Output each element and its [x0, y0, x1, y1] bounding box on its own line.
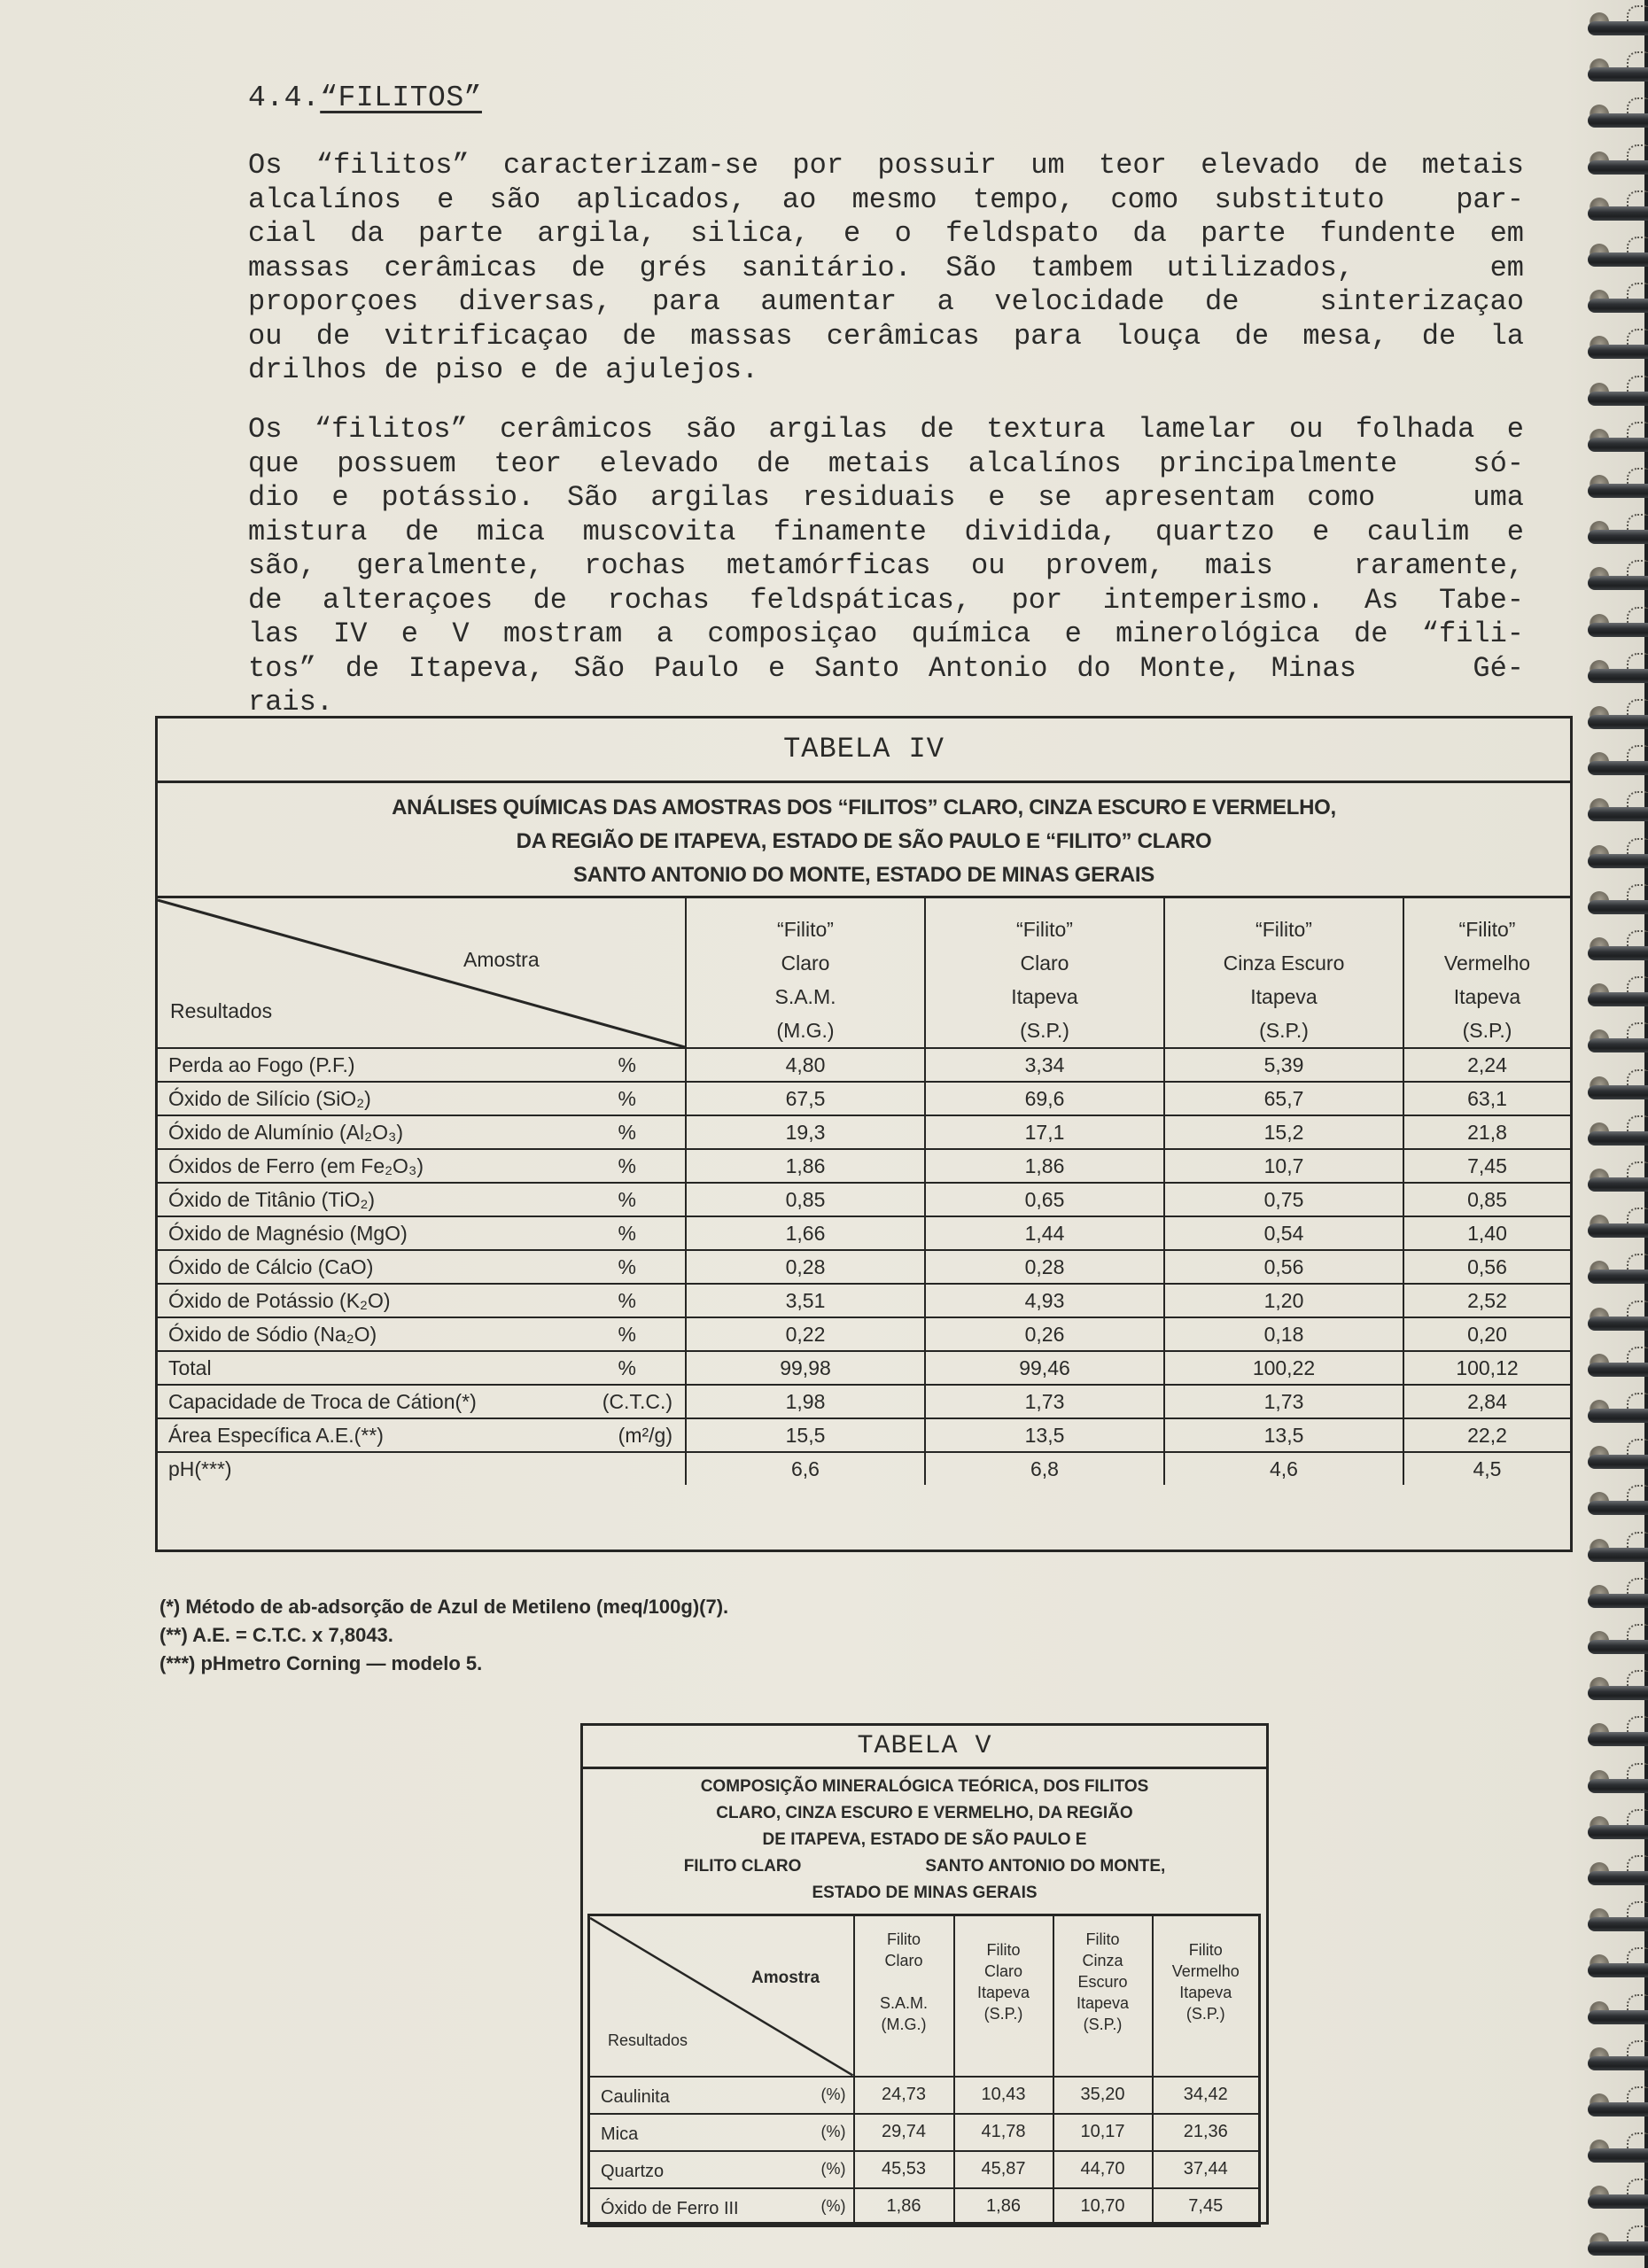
spiral-loop [1588, 1907, 1648, 1942]
table-title: TABELA IV [158, 718, 1570, 783]
text-line: massas cerâmicas de grés sanitário. São tambem utilizados, em [248, 251, 1524, 284]
text-line: que possuem teor elevado de metais alcalínos principalmente só- [248, 447, 1524, 480]
spiral-loop [1588, 2231, 1648, 2266]
cell-value: 0,28 [925, 1250, 1164, 1284]
cell-value: 1,40 [1403, 1216, 1570, 1250]
cell-value: 3,51 [686, 1284, 925, 1317]
spiral-loop [1588, 1167, 1648, 1202]
column-header: Filito Cinza Escuro Itapeva (S.P.) [1053, 1915, 1153, 2077]
row-label: Óxido de Magnésio (MgO) [158, 1216, 565, 1250]
row-label: Óxido de Titânio (TiO₂) [158, 1183, 565, 1216]
column-header: Filito Claro Itapeva (S.P.) [954, 1915, 1053, 2077]
spiral-loop [1588, 1398, 1648, 1433]
cell-value: 4,80 [686, 1048, 925, 1082]
row-unit: (C.T.C.) [565, 1385, 686, 1418]
table-row [589, 2188, 1260, 2226]
spiral-loop [1588, 2000, 1648, 2035]
subtitle-line: SANTO ANTONIO DO MONTE, ESTADO DE MINAS GERAIS [572, 863, 1155, 887]
cell-value: 1,73 [925, 1385, 1164, 1418]
corner-header-cell [158, 898, 686, 1048]
corner-resultados-label: Resultados [170, 999, 273, 1022]
cell-value: 0,22 [686, 1317, 925, 1351]
cell-value: 44,70 [1053, 2151, 1153, 2188]
row-label: Óxido de Silício (SiO₂) [158, 1082, 565, 1115]
row-label: Óxido de Potássio (K₂O) [158, 1284, 565, 1317]
cell-value: 0,85 [1403, 1183, 1570, 1216]
table-row [158, 1149, 1570, 1183]
table-row [158, 1418, 1570, 1452]
spiral-loop [1588, 1860, 1648, 1896]
spiral-loop [1588, 427, 1648, 462]
cell-value: 6,8 [925, 1452, 1164, 1485]
footnote: (*) Método de ab-adsorção de Azul de Metileno (meq/100g)(7). [159, 1596, 729, 1618]
cell-value: 1,20 [1164, 1284, 1403, 1317]
subtitle-line: DA REGIÃO DE ITAPEVA, ESTADO DE SÃO PAULO E “FILITO” CLARO [516, 829, 1212, 853]
subtitle-line: ANÁLISES QUÍMICAS DAS AMOSTRAS DOS “FILITOS” CLARO, CINZA ESCURO E VERMELHO, [392, 796, 1336, 819]
cell-value: 34,42 [1153, 2077, 1260, 2114]
spiral-loop [1588, 1075, 1648, 1110]
row-unit: % [565, 1082, 686, 1115]
table-row [589, 2077, 1260, 2114]
cell-value: 45,87 [954, 2151, 1053, 2188]
text-line: alcalínos e são aplicados, ao mesmo tempo, como substituto par- [248, 183, 1524, 216]
row-unit: % [565, 1284, 686, 1317]
section-number: 4.4. [248, 82, 321, 114]
row-label: Total [158, 1351, 565, 1385]
row-label: Quartzo [589, 2151, 802, 2188]
spiral-loop [1588, 843, 1648, 879]
table-row [158, 1216, 1570, 1250]
row-unit: % [565, 1317, 686, 1351]
cell-value: 10,70 [1053, 2188, 1153, 2226]
table-row [158, 1385, 1570, 1418]
cell-value: 15,5 [686, 1418, 925, 1452]
cell-value: 0,54 [1164, 1216, 1403, 1250]
row-unit: % [565, 1115, 686, 1149]
diagonal-divider-icon [590, 1916, 853, 2076]
row-unit: % [565, 1216, 686, 1250]
table-row [158, 1452, 1570, 1485]
cell-value: 4,93 [925, 1284, 1164, 1317]
spiral-loop [1588, 1352, 1648, 1387]
cell-value: 1,86 [854, 2188, 954, 2226]
cell-value: 1,86 [925, 1149, 1164, 1183]
spiral-loop [1588, 103, 1648, 138]
text-line: Os “filitos” cerâmicos são argilas de textura lamelar ou folhada e [248, 413, 1524, 446]
subtitle-line: ESTADO DE MINAS GERAIS [812, 1884, 1038, 1902]
text-line: las IV e V mostram a composiçao química e minerológica de “fili- [248, 617, 1524, 650]
row-label: Capacidade de Troca de Cátion(*) [158, 1385, 565, 1418]
footnote: (**) A.E. = C.T.C. x 7,8043. [159, 1624, 393, 1646]
cell-value: 99,46 [925, 1351, 1164, 1385]
text-line: de alteraçoes de rochas feldspáticas, por intemperismo. As Tabe- [248, 583, 1524, 617]
cell-value: 2,52 [1403, 1284, 1570, 1317]
spiral-loop [1588, 1537, 1648, 1573]
text-line: proporçoes diversas, para aumentar a velocidade de sinterizaçao [248, 285, 1524, 318]
spiral-loop [1588, 1213, 1648, 1248]
cell-value: 13,5 [1164, 1418, 1403, 1452]
text-line: drilhos de piso e de ajulejos. [248, 353, 759, 386]
text-line: rais. [248, 686, 334, 718]
cell-value: 0,65 [925, 1183, 1164, 1216]
tabela-iv [155, 716, 1573, 1552]
spiral-loop [1588, 1028, 1648, 1063]
row-unit [565, 1452, 686, 1485]
row-label: Óxido de Cálcio (CaO) [158, 1250, 565, 1284]
cell-value: 1,86 [686, 1149, 925, 1183]
cell-value: 10,7 [1164, 1149, 1403, 1183]
column-header: “Filito” Claro S.A.M. (M.G.) [686, 898, 925, 1048]
spiral-loop [1588, 1814, 1648, 1850]
text-line: mistura de mica muscovita finamente dividida, quartzo e caulim e [248, 515, 1524, 548]
subtitle-line [583, 1853, 1266, 1880]
footnote: (***) pHmetro Corning — modelo 5. [159, 1652, 483, 1674]
spiral-loop [1588, 704, 1648, 740]
cell-value: 37,44 [1153, 2151, 1260, 2188]
row-label: Área Específica A.E.(**) [158, 1418, 565, 1452]
spiral-loop [1588, 2092, 1648, 2127]
subtitle-fragment: SANTO ANTONIO DO MONTE, [925, 1857, 1166, 1876]
row-label: pH(***) [158, 1452, 565, 1485]
spiral-loop [1588, 1721, 1648, 1757]
cell-value: 15,2 [1164, 1115, 1403, 1149]
cell-value: 35,20 [1053, 2077, 1153, 2114]
cell-value: 19,3 [686, 1115, 925, 1149]
section-title: “FILITOS” [320, 82, 482, 114]
table-row [158, 1115, 1570, 1149]
spiral-loop [1588, 473, 1648, 509]
table-row [158, 1183, 1570, 1216]
row-unit: (m²/g) [565, 1418, 686, 1452]
column-header: Filito Claro S.A.M. (M.G.) [854, 1915, 954, 2077]
table-title: TABELA V [583, 1726, 1266, 1769]
spiral-loop [1588, 1306, 1648, 1341]
cell-value: 1,73 [1164, 1385, 1403, 1418]
cell-value: 0,26 [925, 1317, 1164, 1351]
table-subtitle [158, 781, 1570, 898]
row-label: Óxido de Ferro III [589, 2188, 802, 2226]
spiral-loop [1588, 565, 1648, 601]
spiral-loop [1588, 242, 1648, 277]
spiral-loop [1588, 1675, 1648, 1711]
cell-value: 2,84 [1403, 1385, 1570, 1418]
spiral-loop [1588, 2046, 1648, 2081]
cell-value: 24,73 [854, 2077, 954, 2114]
mineralogical-table [587, 1914, 1261, 2227]
row-unit: % [565, 1183, 686, 1216]
cell-value: 1,66 [686, 1216, 925, 1250]
table-row [158, 1351, 1570, 1385]
row-unit: % [565, 1048, 686, 1082]
corner-amostra-label: Amostra [463, 948, 540, 971]
cell-value: 4,6 [1164, 1452, 1403, 1485]
column-header: “Filito” Claro Itapeva (S.P.) [925, 898, 1164, 1048]
table-row [158, 1284, 1570, 1317]
spiral-loop [1588, 1444, 1648, 1480]
row-unit: % [565, 1351, 686, 1385]
row-unit: (%) [802, 2188, 854, 2226]
spiral-loop [1588, 1768, 1648, 1804]
corner-amostra-label: Amostra [751, 1969, 820, 1987]
spiral-loop [1588, 1953, 1648, 1988]
cell-value: 3,34 [925, 1048, 1164, 1082]
row-unit: % [565, 1149, 686, 1183]
spiral-loop [1588, 1629, 1648, 1665]
chemical-analysis-table [158, 898, 1570, 1485]
spiral-loop [1588, 196, 1648, 231]
table-row [158, 1048, 1570, 1082]
table-row [589, 2151, 1260, 2188]
spiral-loop [1588, 612, 1648, 648]
cell-value: 0,85 [686, 1183, 925, 1216]
corner-resultados-label: Resultados [608, 2031, 688, 2049]
table-row [589, 2114, 1260, 2151]
table-row [158, 1317, 1570, 1351]
spiral-loop [1588, 2184, 1648, 2219]
cell-value: 4,5 [1403, 1452, 1570, 1485]
cell-value: 67,5 [686, 1082, 925, 1115]
cell-value: 100,12 [1403, 1351, 1570, 1385]
subtitle-fragment: FILITO CLARO [683, 1857, 802, 1876]
table-subtitle [583, 1767, 1266, 1914]
cell-value: 2,24 [1403, 1048, 1570, 1082]
spiral-loop [1588, 658, 1648, 694]
cell-value: 1,86 [954, 2188, 1053, 2226]
spiral-loop [1588, 1259, 1648, 1294]
cell-value: 10,17 [1053, 2114, 1153, 2151]
spiral-loop [1588, 57, 1648, 92]
table-row [158, 1082, 1570, 1115]
cell-value: 41,78 [954, 2114, 1053, 2151]
cell-value: 0,56 [1403, 1250, 1570, 1284]
cell-value: 6,6 [686, 1452, 925, 1485]
cell-value: 7,45 [1153, 2188, 1260, 2226]
row-label: Óxido de Sódio (Na₂O) [158, 1317, 565, 1351]
row-label: Caulinita [589, 2077, 802, 2114]
table-row [158, 1250, 1570, 1284]
cell-value: 13,5 [925, 1418, 1164, 1452]
cell-value: 5,39 [1164, 1048, 1403, 1082]
subtitle-line: DE ITAPEVA, ESTADO DE SÃO PAULO E [762, 1830, 1087, 1849]
cell-value: 99,98 [686, 1351, 925, 1385]
spiral-loop [1588, 381, 1648, 416]
cell-value: 0,18 [1164, 1317, 1403, 1351]
spiral-loop [1588, 1121, 1648, 1156]
spiral-loop [1588, 936, 1648, 971]
text-line: tos” de Itapeva, São Paulo e Santo Antonio do Monte, Minas Gé- [248, 651, 1524, 685]
spiral-loop [1588, 288, 1648, 323]
row-unit: (%) [802, 2151, 854, 2188]
cell-value: 29,74 [854, 2114, 954, 2151]
cell-value: 63,1 [1403, 1082, 1570, 1115]
cell-value: 0,56 [1164, 1250, 1403, 1284]
paragraph-1 [248, 149, 1524, 388]
spiral-loop [1588, 982, 1648, 1017]
row-unit: (%) [802, 2077, 854, 2114]
spiral-loop [1588, 150, 1648, 185]
spiral-loop [1588, 334, 1648, 369]
footnotes [159, 1593, 728, 1678]
cell-value: 0,20 [1403, 1317, 1570, 1351]
spiral-loop [1588, 1583, 1648, 1619]
tabela-v [580, 1723, 1269, 2225]
table-header-row [589, 1915, 1260, 2077]
cell-value: 0,75 [1164, 1183, 1403, 1216]
row-label: Mica [589, 2114, 802, 2151]
text-line: cial da parte argila, silica, e o feldspato da parte fundente em [248, 217, 1524, 250]
row-label: Óxidos de Ferro (em Fe₂O₃) [158, 1149, 565, 1183]
cell-value: 0,28 [686, 1250, 925, 1284]
subtitle-line: CLARO, CINZA ESCURO E VERMELHO, DA REGIÃO [716, 1804, 1133, 1822]
cell-value: 21,8 [1403, 1115, 1570, 1149]
column-header: “Filito” Cinza Escuro Itapeva (S.P.) [1164, 898, 1403, 1048]
text-line: Os “filitos” caracterizam-se por possuir um teor elevado de metais [248, 149, 1524, 182]
text-line: ou de vitrificaçao de massas cerâmicas para louça de mesa, de la [248, 319, 1524, 353]
cell-value: 45,53 [854, 2151, 954, 2188]
column-header: “Filito” Vermelho Itapeva (S.P.) [1403, 898, 1570, 1048]
spiral-loop [1588, 519, 1648, 555]
cell-value: 21,36 [1153, 2114, 1260, 2151]
column-header: Filito Vermelho Itapeva (S.P.) [1153, 1915, 1260, 2077]
row-unit: (%) [802, 2114, 854, 2151]
text-line: dio e potássio. São argilas residuais e se apresentam como uma [248, 481, 1524, 514]
cell-value: 10,43 [954, 2077, 1053, 2114]
subtitle-line: COMPOSIÇÃO MINERALÓGICA TEÓRICA, DOS FILITOS [700, 1777, 1149, 1796]
row-unit: % [565, 1250, 686, 1284]
cell-value: 17,1 [925, 1115, 1164, 1149]
section-heading [248, 82, 482, 114]
cell-value: 65,7 [1164, 1082, 1403, 1115]
table-header-row [158, 898, 1570, 1048]
corner-header-cell [589, 1915, 854, 2077]
cell-value: 69,6 [925, 1082, 1164, 1115]
spiral-loop [1588, 1490, 1648, 1526]
spiral-loop [1588, 889, 1648, 925]
cell-value: 1,44 [925, 1216, 1164, 1250]
text-line: são, geralmente, rochas metamórficas ou provem, mais raramente, [248, 549, 1524, 582]
cell-value: 100,22 [1164, 1351, 1403, 1385]
cell-value: 22,2 [1403, 1418, 1570, 1452]
cell-value: 7,45 [1403, 1149, 1570, 1183]
cell-value: 1,98 [686, 1385, 925, 1418]
row-label: Óxido de Alumínio (Al₂O₃) [158, 1115, 565, 1149]
spiral-loop [1588, 11, 1648, 46]
paragraph-2 [248, 413, 1524, 720]
spiral-loop [1588, 796, 1648, 832]
row-label: Perda ao Fogo (P.F.) [158, 1048, 565, 1082]
spiral-loop [1588, 2138, 1648, 2173]
spiral-binding [1588, 0, 1648, 2268]
spiral-loop [1588, 750, 1648, 786]
